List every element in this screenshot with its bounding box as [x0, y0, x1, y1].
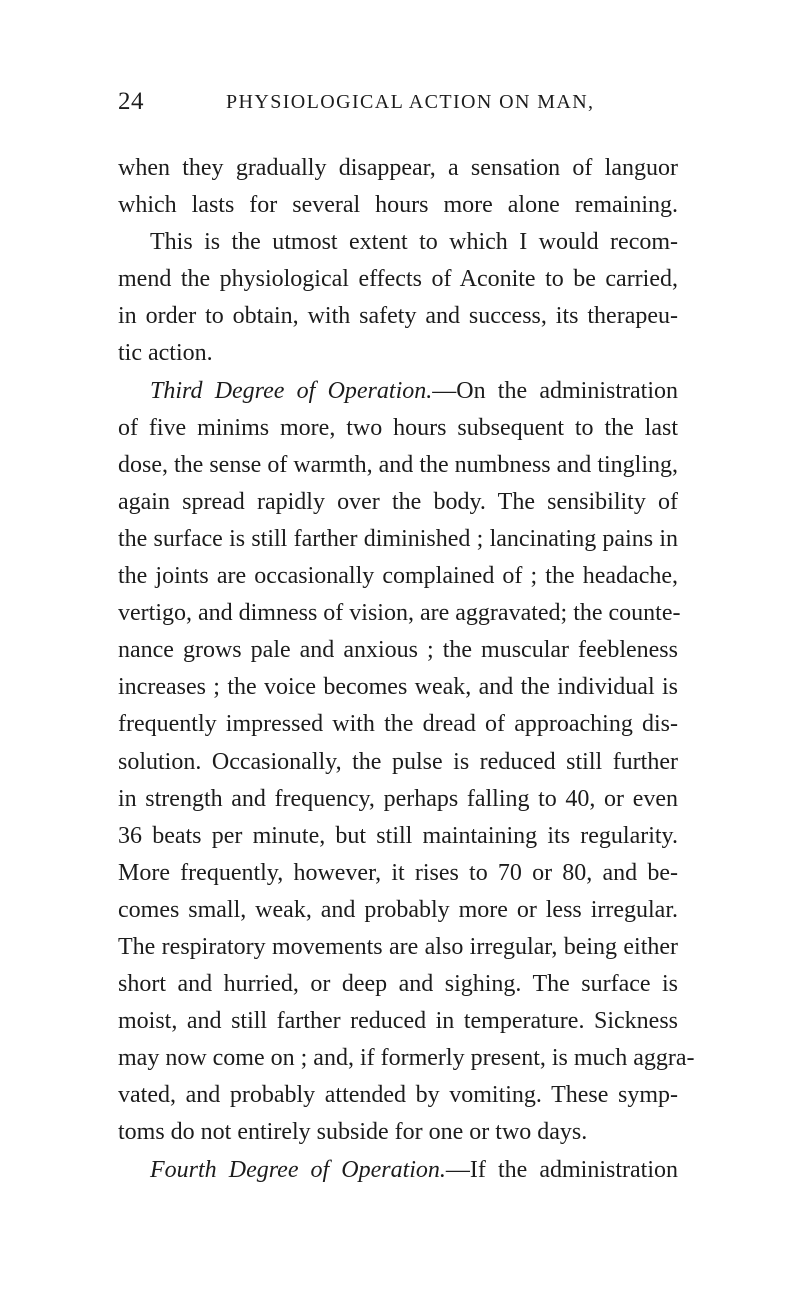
text-line: when they gradually disappear, a sensation of languor — [118, 155, 678, 181]
running-head — [118, 88, 678, 128]
text-line: solution. Occasionally, the pulse is reduced still further — [118, 748, 678, 775]
text-line: may now come on ; and, if formerly present, is much aggra- — [118, 1045, 695, 1072]
text-line: toms do not entirely subside for one or two days. — [118, 1119, 588, 1146]
text-line: More frequently, however, it rises to 70 or 80, and be- — [118, 859, 678, 886]
text-line: increases ; the voice becomes weak, and the individual is — [118, 674, 678, 701]
section-heading-fourth-degree: Fourth Degree of Operation. — [150, 1156, 446, 1183]
text-line: in strength and frequency, perhaps falling to 40, or even — [118, 785, 678, 812]
text-line: moist, and still farther reduced in temperature. Sickness — [118, 1008, 678, 1035]
text-line: comes small, weak, and probably more or less irregular. — [118, 896, 678, 923]
text-line: the joints are occasionally complained of ; the headache, — [118, 563, 678, 590]
text-line: mend the physiological effects of Aconite to be carried, — [118, 266, 678, 293]
text-line — [118, 1152, 678, 1189]
body-text — [118, 150, 695, 1189]
text-line: of five minims more, two hours subsequent to the last — [118, 414, 678, 441]
text-line: 36 beats per minute, but still maintaining its regularity. — [118, 822, 678, 849]
text-line-continuation: —On the administration — [432, 377, 678, 404]
text-line: in order to obtain, with safety and success, its therapeu- — [118, 303, 678, 330]
text-line: The respiratory movements are also irregular, being either — [118, 933, 678, 960]
text-line: which lasts for several hours more alone remaining. — [118, 192, 678, 219]
text-line: nance grows pale and anxious ; the muscular feebleness — [118, 637, 678, 664]
text-line: the surface is still farther diminished ; lancinating pains in — [118, 525, 678, 552]
text-line: short and hurried, or deep and sighing. The surface is — [118, 971, 678, 998]
text-line: again spread rapidly over the body. The sensibility of — [118, 488, 678, 515]
text-line: tic action. — [118, 340, 213, 367]
text-line: vertigo, and dimness of vision, are aggravated; the counte- — [118, 600, 681, 627]
text-line: frequently impressed with the dread of approaching dis- — [118, 711, 678, 738]
text-line: This is the utmost extent to which I would recom- — [150, 229, 678, 256]
section-heading-third-degree: Third Degree of Operation. — [150, 377, 433, 404]
running-head-title: PHYSIOLOGICAL ACTION ON MAN, — [226, 91, 595, 113]
text-line-continuation: —If the administration — [445, 1156, 678, 1183]
text-line — [118, 373, 678, 410]
text-line: dose, the sense of warmth, and the numbness and tingling, — [118, 451, 678, 478]
page-number: 24 — [118, 88, 144, 115]
text-line: vated, and probably attended by vomiting. These symp- — [118, 1082, 678, 1109]
